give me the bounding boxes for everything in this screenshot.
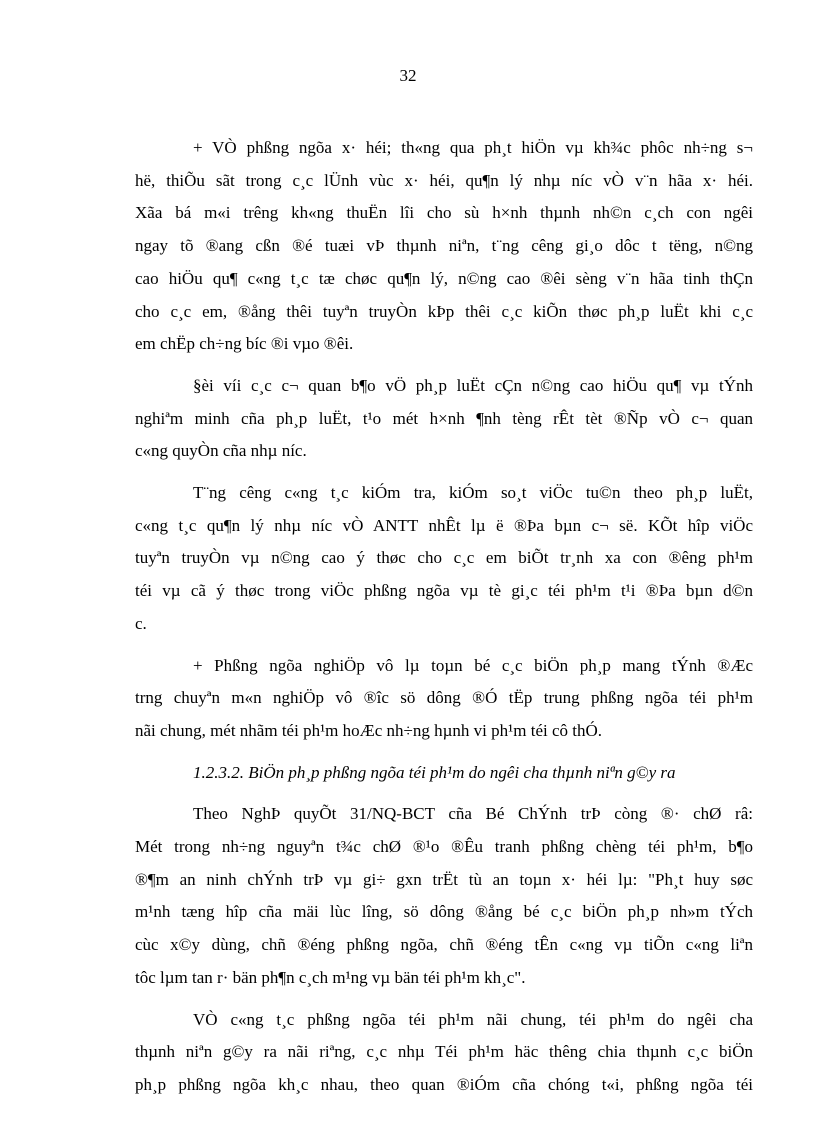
text-line: tuyªn truyÒn vµ n©ng cao ý thøc cho c¸c em biÕt tr¸nh xa con ®êng ph¹m bbox=[135, 548, 753, 568]
text-line: VÒ c«ng t¸c phßng ngõa téi ph¹m nãi chung, téi ph¹m do ngêi cha bbox=[193, 1009, 753, 1029]
text-line: c«ng quyÒn cña nhµ níc. bbox=[135, 441, 307, 461]
text-line: tôc lµm tan r· bän ph¶n c¸ch m¹ng vµ bän téi ph¹m kh¸c". bbox=[135, 967, 526, 987]
text-line: + Phßng ngõa nghiÖp vô lµ toµn bé c¸c biÖn ph¸p mang tÝnh ®Æc bbox=[193, 655, 753, 675]
text-line: ph¸p phßng ngõa kh¸c nhau, theo quan ®iÓm cña chóng t«i, phßng ngõa téi bbox=[135, 1074, 753, 1094]
paragraph-4 bbox=[135, 650, 753, 748]
text-line: §èi víi c¸c c¬ quan b¶o vÖ ph¸p luËt cÇn n©ng cao hiÖu qu¶ vµ tÝnh bbox=[193, 375, 753, 395]
section-heading: 1.2.3.2. BiÖn ph¸p phßng ngõa téi ph¹m do ngêi cha thµnh niªn g©y ra bbox=[193, 762, 676, 782]
text-line: téi vµ cã ý thøc trong viÖc phßng ngõa vµ tè gi¸c téi ph¹m t¹i ®Þa bµn d©n bbox=[135, 581, 753, 601]
text-line: Theo NghÞ quyÕt 31/NQ-BCT cña Bé ChÝnh trÞ còng ®· chØ râ: bbox=[193, 804, 753, 824]
text-line: ngay tõ ®ang cßn ®é tuæi vÞ thµnh niªn, t¨ng cêng gi¸o dôc t tëng, n©ng bbox=[135, 236, 753, 256]
text-line: cao hiÖu qu¶ c«ng t¸c tæ chøc qu¶n lý, n©ng cao ®êi sèng v¨n hãa tinh thÇn bbox=[135, 268, 753, 288]
text-line: hë, thiÕu sãt trong c¸c lÜnh vùc x· héi, qu¶n lý nhµ níc vÒ v¨n hãa x· héi. bbox=[135, 170, 753, 190]
text-line: Mét trong nh÷ng nguyªn t¾c chØ ®¹o ®Êu tranh phßng chèng téi ph¹m, b¶o bbox=[135, 837, 753, 857]
text-line: c. bbox=[135, 613, 147, 633]
text-line: em chËp ch÷ng bíc ®i vµo ®êi. bbox=[135, 334, 354, 354]
text-line: nãi chung, mét nhãm téi ph¹m hoÆc nh÷ng hµnh vi ph¹m téi cô thÓ. bbox=[135, 720, 603, 740]
text-line: m¹nh tæng hîp cña mäi lùc lîng, sö dông ®ång bé c¸c biÖn ph¸p nh»m tÝch bbox=[135, 902, 753, 922]
paragraph-3 bbox=[135, 477, 753, 641]
text-line: c«ng t¸c qu¶n lý nhµ níc vÒ ANTT nhÊt lµ ë ®Þa bµn c¬ së. KÕt hîp viÖc bbox=[135, 515, 753, 535]
paragraph-6 bbox=[135, 1004, 753, 1102]
text-line: ®¶m an ninh chÝnh trÞ vµ gi÷ gxn trËt tù an toµn x· héi lµ: "Ph¸t huy søc bbox=[135, 869, 753, 889]
paragraph-1 bbox=[135, 132, 753, 361]
text-line: Xãa bá m«i trêng kh«ng thuËn lîi cho sù h×nh thµnh nh©n c¸ch con ngêi bbox=[135, 203, 753, 223]
paragraph-5 bbox=[135, 798, 753, 994]
text-line: T¨ng cêng c«ng t¸c kiÓm tra, kiÓm so¸t viÖc tu©n theo ph¸p luËt, bbox=[193, 483, 753, 503]
text-line: thµnh niªn g©y ra nãi riªng, c¸c nhµ Téi ph¹m häc thêng chia thµnh c¸c biÖn bbox=[135, 1042, 753, 1062]
text-line: cùc x©y dùng, chñ ®éng phßng ngõa, chñ ®éng tÊn c«ng vµ tiÕn c«ng liªn bbox=[135, 935, 753, 955]
page-number: 32 bbox=[399, 66, 417, 85]
paragraph-2 bbox=[135, 370, 753, 468]
document-body bbox=[135, 132, 753, 1111]
text-line: + VÒ phßng ngõa x· héi; th«ng qua ph¸t hiÖn vµ kh¾c phôc nh÷ng s¬ bbox=[193, 138, 753, 157]
text-line: cho c¸c em, ®ång thêi tuyªn truyÒn kÞp thêi c¸c kiÕn thøc ph¸p luËt khi c¸c bbox=[135, 301, 753, 321]
text-line: nghiªm minh cña ph¸p luËt, t¹o mét h×nh ¶nh tèng rÊt tèt ®Ñp vÒ c¬ quan bbox=[135, 408, 753, 428]
text-line: trng chuyªn m«n nghiÖp vô ®îc sö dông ®Ó tËp trung phßng ngõa téi ph¹m bbox=[135, 688, 753, 708]
